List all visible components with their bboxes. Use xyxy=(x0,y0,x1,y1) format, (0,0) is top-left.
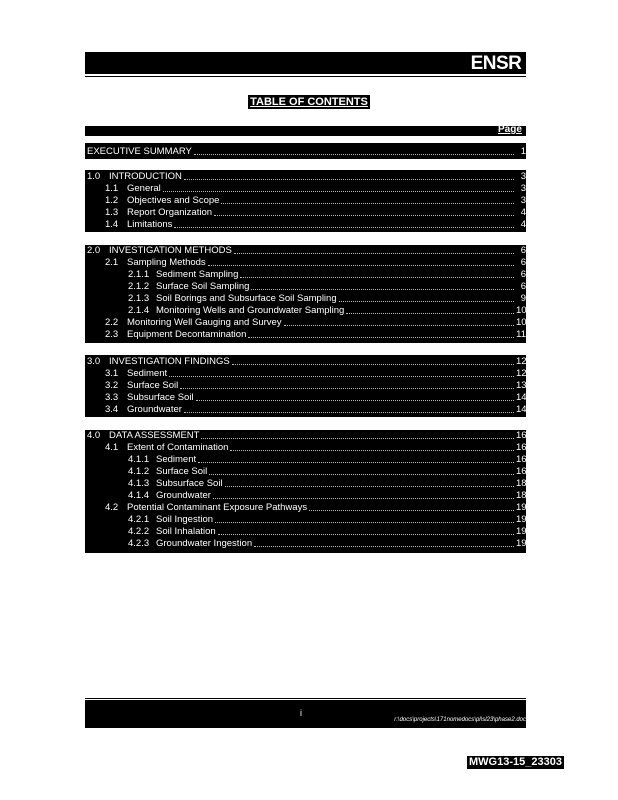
toc-leader xyxy=(230,449,514,451)
toc-row-page: 16 xyxy=(516,430,527,441)
toc-row-text: INVESTIGATION FINDINGS xyxy=(109,356,230,367)
toc-leader xyxy=(234,252,514,254)
toc-leader xyxy=(225,485,514,487)
toc-row-number: 4.2 xyxy=(105,502,119,513)
toc-row-number: 2.1.2 xyxy=(128,281,150,292)
toc-row-text: Objectives and Scope xyxy=(127,195,220,206)
toc-row-text: Sampling Methods xyxy=(127,257,206,268)
toc-row[interactable] xyxy=(85,269,526,281)
toc-leader xyxy=(184,178,514,180)
toc-row-text: Report Organization xyxy=(127,207,213,218)
toc-row-page: 19 xyxy=(516,538,527,549)
toc-section-1 xyxy=(85,170,526,232)
toc-row-number: 1.0 xyxy=(87,171,101,182)
toc-row-text: Sediment xyxy=(127,368,168,379)
toc-row[interactable] xyxy=(85,368,526,380)
toc-row-page: 19 xyxy=(516,502,527,513)
toc-row-page: 10 xyxy=(516,305,527,316)
toc-row[interactable] xyxy=(85,171,526,183)
toc-header-bar xyxy=(85,126,526,136)
toc-leader xyxy=(215,521,514,523)
toc-leader xyxy=(251,288,514,290)
toc-row-page: 6 xyxy=(520,281,526,292)
toc-row[interactable] xyxy=(85,219,526,231)
toc-row-number: 4.1.4 xyxy=(128,490,150,501)
toc-row[interactable] xyxy=(85,293,526,305)
toc-row-text: Sediment Sampling xyxy=(156,269,239,280)
toc-row-number: 1.2 xyxy=(105,195,119,206)
toc-leader xyxy=(232,363,514,365)
toc-row-text: Monitoring Well Gauging and Survey xyxy=(127,317,282,328)
toc-leader xyxy=(194,153,514,155)
toc-leader xyxy=(213,497,514,499)
page-title-text: TABLE OF CONTENTS xyxy=(250,96,368,108)
toc-row-page: 6 xyxy=(520,269,526,280)
toc-row-number: 3.4 xyxy=(105,404,119,415)
header-underline xyxy=(85,76,526,77)
footer-bar xyxy=(85,700,526,728)
toc-row-text: Soil Borings and Subsurface Soil Sampling xyxy=(156,293,337,304)
header-bar xyxy=(85,52,526,74)
toc-leader xyxy=(196,399,514,401)
toc-row-number: 1.3 xyxy=(105,207,119,218)
toc-leader xyxy=(309,509,514,511)
toc-row-number: 4.1 xyxy=(105,442,119,453)
toc-row-text: Soil Inhalation xyxy=(156,526,216,537)
toc-row-text: Groundwater xyxy=(127,404,182,415)
company-logo: ENSR xyxy=(470,53,522,74)
toc-row-page: 3 xyxy=(520,171,526,182)
toc-row-number: 4.2.1 xyxy=(128,514,150,525)
toc-row-text: Surface Soil xyxy=(156,466,208,477)
toc-row-number: 4.1.2 xyxy=(128,466,150,477)
toc-leader xyxy=(214,214,514,216)
toc-leader xyxy=(339,300,514,302)
toc-row-text: Monitoring Wells and Groundwater Sampling xyxy=(156,305,345,316)
toc-row-page: 18 xyxy=(516,490,527,501)
footer-file-path: r:\docs\projects\171nomedocs\pl\sl23\phase2.doc xyxy=(394,717,526,723)
toc-row-page: 9 xyxy=(520,293,526,304)
toc-row-text: Limitations xyxy=(127,219,173,230)
toc-row-text: Subsurface Soil xyxy=(156,478,223,489)
toc-row-text: Extent of Contamination xyxy=(127,442,229,453)
toc-row[interactable] xyxy=(85,442,526,454)
toc-row[interactable] xyxy=(85,392,526,404)
toc-row-page: 16 xyxy=(516,442,527,453)
toc-row[interactable] xyxy=(85,466,526,478)
toc-leader xyxy=(248,336,514,338)
toc-row-page: 18 xyxy=(516,478,527,489)
toc-row-text: DATA ASSESSMENT xyxy=(109,430,200,441)
toc-row-number: 3.3 xyxy=(105,392,119,403)
toc-row-number: 3.1 xyxy=(105,368,119,379)
toc-row-page: 4 xyxy=(520,207,526,218)
toc-row-text: Surface Soil Sampling xyxy=(156,281,250,292)
toc-row-page: 14 xyxy=(516,392,527,403)
page-column-header: Page xyxy=(498,124,522,135)
toc-section-3 xyxy=(85,355,526,417)
toc-row-number: 4.1.3 xyxy=(128,478,150,489)
toc-row-page: 1 xyxy=(520,146,526,157)
toc-leader xyxy=(174,226,514,228)
toc-row-number: 2.1 xyxy=(105,257,119,268)
toc-row-number: 3.0 xyxy=(87,356,101,367)
toc-row-page: 3 xyxy=(520,183,526,194)
toc-row-number: 2.1.1 xyxy=(128,269,150,280)
toc-row[interactable] xyxy=(85,404,526,416)
toc-row-text: INVESTIGATION METHODS xyxy=(109,245,232,256)
toc-leader xyxy=(209,473,514,475)
toc-row[interactable] xyxy=(85,317,526,329)
toc-section-2 xyxy=(85,245,526,343)
bates-stamp: MWG13-15_23303 xyxy=(469,756,562,768)
toc-row-number: 2.0 xyxy=(87,245,101,256)
toc-row[interactable] xyxy=(85,526,526,538)
toc-row-page: 19 xyxy=(516,514,527,525)
toc-row[interactable] xyxy=(85,430,526,442)
page-title xyxy=(0,96,618,108)
toc-leader xyxy=(218,533,514,535)
toc-row-number: 4.0 xyxy=(87,430,101,441)
toc-leader xyxy=(221,202,514,204)
toc-row[interactable] xyxy=(85,356,526,368)
toc-leader xyxy=(254,545,514,547)
toc-row-number: 2.1.4 xyxy=(128,305,150,316)
toc-row[interactable] xyxy=(85,195,526,207)
toc-row[interactable] xyxy=(85,183,526,195)
toc-row-page: 6 xyxy=(520,257,526,268)
toc-row[interactable] xyxy=(85,454,526,466)
toc-row-page: 6 xyxy=(520,245,526,256)
toc-row[interactable] xyxy=(85,281,526,293)
toc-leader xyxy=(198,461,514,463)
footer-page-number: i xyxy=(300,708,302,718)
toc-row-page: 14 xyxy=(516,404,527,415)
toc-row-page: 19 xyxy=(516,526,527,537)
toc-row-number: 4.2.2 xyxy=(128,526,150,537)
toc-row-number: 1.1 xyxy=(105,183,119,194)
toc-leader xyxy=(284,324,514,326)
toc-row-text: Potential Contaminant Exposure Pathways xyxy=(127,502,308,513)
toc-row-page: 10 xyxy=(516,317,527,328)
toc-row-text: Subsurface Soil xyxy=(127,392,194,403)
toc-row-page: 4 xyxy=(520,219,526,230)
toc-leader xyxy=(201,437,514,439)
toc-row-number: 2.1.3 xyxy=(128,293,150,304)
toc-row-page: 12 xyxy=(516,368,527,379)
toc-row[interactable] xyxy=(85,514,526,526)
toc-row-number: 2.3 xyxy=(105,329,119,340)
toc-row-number: 3.2 xyxy=(105,380,119,391)
toc-leader xyxy=(163,190,514,192)
toc-row-text: Equipment Decontamination xyxy=(127,329,247,340)
toc-section-executive xyxy=(85,143,526,159)
toc-row-text: Surface Soil xyxy=(127,380,179,391)
toc-row-page: 11 xyxy=(516,329,526,340)
toc-row-page: 16 xyxy=(516,466,527,477)
toc-row-text: Soil Ingestion xyxy=(156,514,214,525)
toc-row[interactable] xyxy=(85,502,526,514)
toc-row[interactable] xyxy=(85,207,526,219)
toc-row[interactable] xyxy=(85,329,526,341)
toc-row[interactable] xyxy=(85,380,526,392)
toc-leader xyxy=(346,312,514,314)
toc-row[interactable] xyxy=(85,538,526,550)
toc-row-number: 1.4 xyxy=(105,219,119,230)
toc-row-text: Sediment xyxy=(156,454,197,465)
toc-row-text: Groundwater xyxy=(156,490,211,501)
toc-row-page: 13 xyxy=(516,380,527,391)
toc-row-page: 16 xyxy=(516,454,527,465)
toc-row-text: Groundwater Ingestion xyxy=(156,538,253,549)
toc-row-number: 4.2.3 xyxy=(128,538,150,549)
footer-rule xyxy=(85,698,526,699)
toc-row[interactable] xyxy=(85,257,526,269)
toc-row-text: EXECUTIVE SUMMARY xyxy=(87,146,192,157)
toc-leader xyxy=(180,387,514,389)
toc-row[interactable] xyxy=(85,478,526,490)
toc-row-number: 4.1.1 xyxy=(128,454,150,465)
toc-row-page: 12 xyxy=(516,356,527,367)
toc-row[interactable] xyxy=(85,146,526,158)
toc-leader xyxy=(240,276,514,278)
toc-row[interactable] xyxy=(85,305,526,317)
toc-leader xyxy=(169,375,514,377)
toc-row-text: General xyxy=(127,183,161,194)
toc-row-page: 3 xyxy=(520,195,526,206)
toc-row[interactable] xyxy=(85,490,526,502)
toc-row-number: 2.2 xyxy=(105,317,119,328)
toc-leader xyxy=(208,264,514,266)
toc-leader xyxy=(184,411,514,413)
toc-row[interactable] xyxy=(85,245,526,257)
toc-section-4 xyxy=(85,430,526,553)
toc-row-text: INTRODUCTION xyxy=(109,171,182,182)
